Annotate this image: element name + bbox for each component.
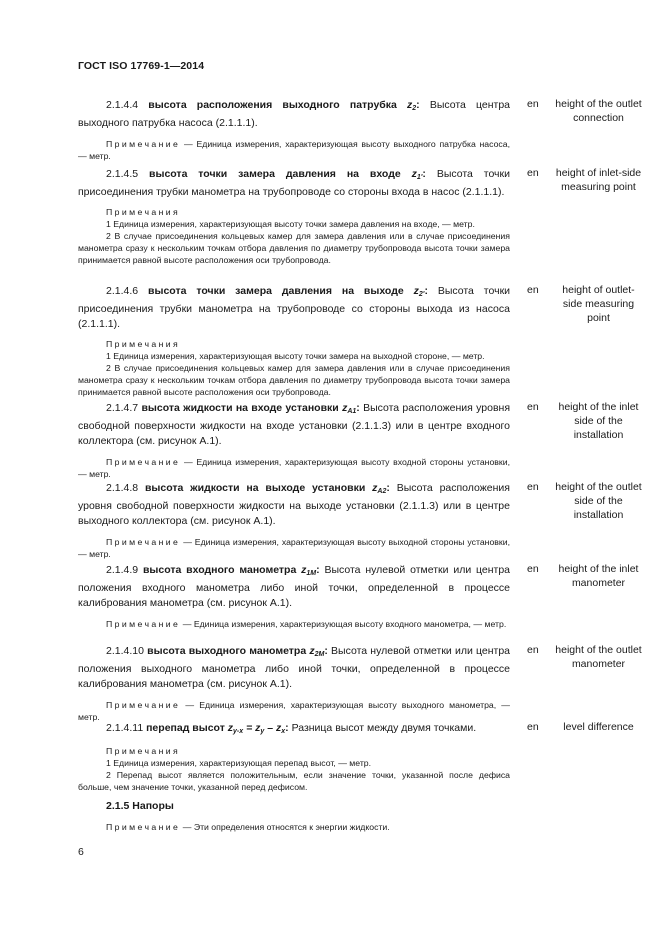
- english-term: height of the outlet manometer: [555, 644, 642, 670]
- english-term: height of the inlet manometer: [558, 563, 639, 589]
- definition: 2.1.4.6 высота точки замера давления на выходе $z_{2'}$: Высота точки присоединения трубки манометра на трубопроводе со стороны выхода из насоса (2.1.1.1).: [78, 285, 511, 330]
- definition: 2.1.4.11 перепад высот $z_{y-x} = z_y - z_x$: Разница высот между двумя точками.: [106, 722, 477, 735]
- section-heading: 2.1.5 Напоры: [106, 800, 174, 812]
- english-term: height of the outlet side of the installation: [555, 481, 642, 521]
- notes-heading: Примечания: [106, 746, 181, 756]
- language-code: en: [527, 721, 539, 733]
- note: Примечание — Единица измерения, характеризующая высоту выходной стороны установки, — метр.: [78, 537, 510, 559]
- definition: 2.1.4.7 высота жидкости на входе установки $z_{A1}$: Высота расположения уровня свободной поверхности жидкости на входе установки (2.1.1.3) или в центре входного коллектора (см. рисунок А.1).: [78, 402, 511, 447]
- page-number: 6: [78, 846, 84, 858]
- language-code: en: [527, 644, 539, 656]
- english-term: height of inlet-side measuring point: [555, 167, 642, 193]
- note-item: 2 В случае присоединения кольцевых камер для замера давления или в случае присоединения манометра сразу к нескольким точкам отбора давления по диаметру трубопровода высота точки замера принимается равной высоте расположения оси трубопровода.: [78, 231, 510, 265]
- language-code: en: [527, 481, 539, 493]
- note: Примечание — Единица измерения, характеризующая высоту выходного манометра, — метр.: [78, 700, 510, 722]
- definition: 2.1.4.8 высота жидкости на выходе установки $z_{A2}$: Высота расположения уровня свободной поверхности жидкости на выходе установки (2.1.1.3) или в центре выходного коллектора (см. рисунок А.1).: [78, 482, 510, 527]
- section-note: Примечание — Эти определения относятся к энергии жидкости.: [106, 822, 390, 832]
- definition: 2.1.4.9 высота входного манометра $z_{1M}$: Высота нулевой отметки или центра положения входного манометра либо иной точки, определенной в процессе калибрования манометра (см. рисунок А.1).: [78, 564, 511, 609]
- language-code: en: [527, 401, 539, 413]
- formula: $z_{y-x} = z_y - z_x$: [227, 722, 286, 735]
- definition: 2.1.4.4 высота расположения выходного патрубка $z_2$: Высота центра выходного патрубка насоса (2.1.1.1).: [78, 99, 511, 129]
- document-header: ГОСТ ISO 17769-1—2014: [78, 60, 205, 72]
- note-item: 2 Перепад высот является положительным, если значение точки, указанной после дефиса больше, чем значение точки, указанной перед дефисом.: [78, 770, 510, 792]
- language-code: en: [527, 284, 539, 296]
- definition: 2.1.4.5 высота точки замера давления на входе $z_{1'}$: Высота точки присоединения трубки манометра на трубопроводе со стороны входа в насос (2.1.1.1).: [78, 168, 510, 198]
- definition: 2.1.4.10 высота выходного манометра $z_{2M}$: Высота нулевой отметки или центра положения выходного манометра либо иной точки, определенной в процессе калибрования манометра (см. рисунок А.1).: [78, 645, 511, 690]
- english-term: height of the inlet side of the installation: [558, 401, 639, 441]
- note: Примечание — Единица измерения, характеризующая высоту выходного патрубка насоса, — метр.: [78, 139, 511, 161]
- note: Примечание — Единица измерения, характеризующая высоту входной стороны установки, — метр.: [78, 457, 510, 479]
- language-code: en: [527, 563, 539, 575]
- note-item: 1 Единица измерения, характеризующая перепад высот, — метр.: [106, 758, 372, 768]
- language-code: en: [527, 98, 539, 110]
- note-item: 1 Единица измерения, характеризующая высоту точки замера на выходной стороне, — метр.: [106, 351, 485, 361]
- english-term: height of outlet-side measuring point: [562, 284, 635, 324]
- english-term: level difference: [563, 721, 634, 733]
- note: Примечание — Единица измерения, характеризующая высоту входного манометра, — метр.: [106, 619, 507, 629]
- notes-heading: Примечания: [106, 207, 181, 217]
- notes-heading: Примечания: [106, 339, 181, 349]
- note-item: 1 Единица измерения, характеризующая высоту точки замера давления на входе, — метр.: [106, 219, 475, 229]
- note-item: 2 В случае присоединения кольцевых камер для замера давления или в случае присоединения манометра сразу к нескольким точкам отбора давления по диаметру трубопровода высота точки замера принимается равной высоте расположения оси трубопровода.: [78, 363, 510, 397]
- english-term: height of the outlet connection: [555, 98, 642, 124]
- language-code: en: [527, 167, 539, 179]
